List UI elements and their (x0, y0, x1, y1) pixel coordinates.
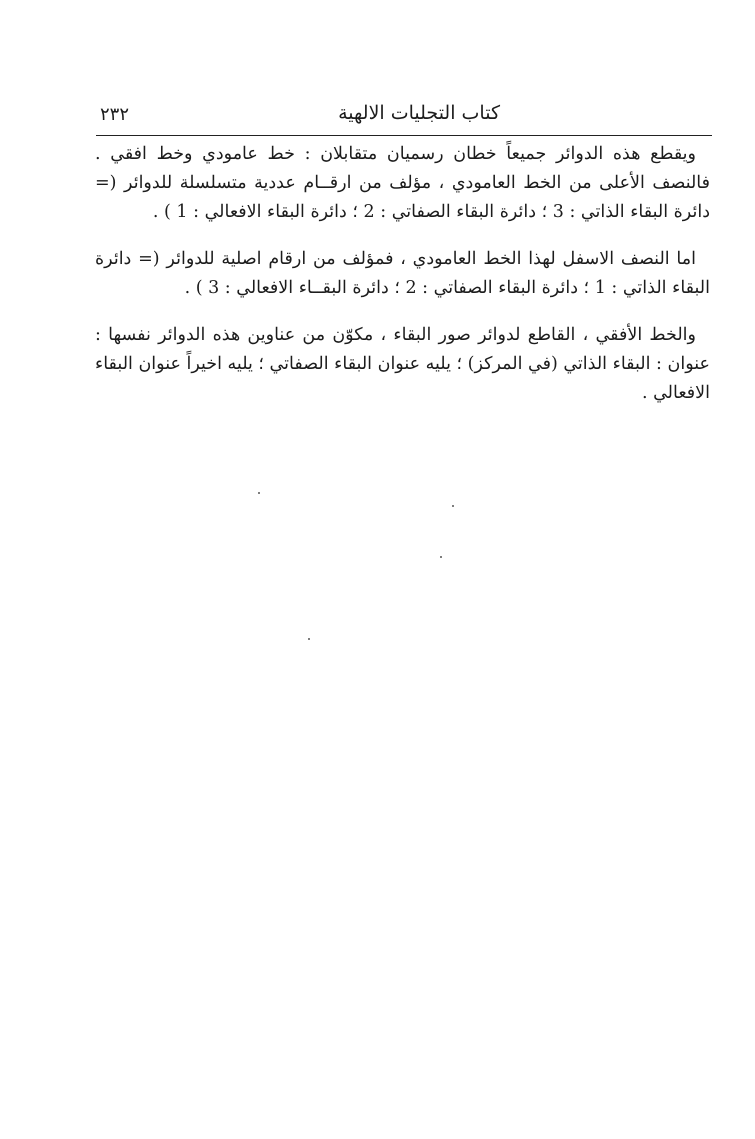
scan-speck (308, 638, 310, 640)
running-title: كتاب التجليات الالهية (338, 102, 500, 124)
scan-speck (440, 556, 442, 558)
paragraph-2: اما النصف الاسفل لهذا الخط العامودي ، فمؤلف من ارقام اصلية للدوائر (= دائرة البقاء الذاتي : 1 ؛ دائرة البقاء الصفاتي : 2 ؛ دائرة البقــاء الافعالي : 3 ) . (95, 249, 710, 298)
header-rule (96, 135, 712, 136)
scan-speck (452, 505, 454, 507)
scan-speck (258, 492, 260, 494)
paragraph-1: ويقطع هذه الدوائر جميعاً خطان رسميان متقابلان : خط عامودي وخط افقي . فالنصف الأعلى من الخط العامودي ، مؤلف من ارقــام عددية متسلسلة للدوائر (= دائرة البقاء الذاتي : 3 ؛ دائرة البقاء الصفاتي : 2 ؛ دائرة البقاء الافعالي : 1 ) . (95, 144, 710, 222)
paragraph-3: والخط الأفقي ، القاطع لدوائر صور البقاء ، مكوّن من عناوين هذه الدوائر نفسها : عنوان : البقاء الذاتي (في المركز) ؛ يليه عنوان البقاء الصفاتي ؛ يليه اخيراً عنوان البقاء الافعالي . (95, 325, 710, 403)
body-text (95, 140, 710, 426)
page-number: ٢٣٢ (100, 104, 130, 125)
page-header (100, 100, 710, 134)
